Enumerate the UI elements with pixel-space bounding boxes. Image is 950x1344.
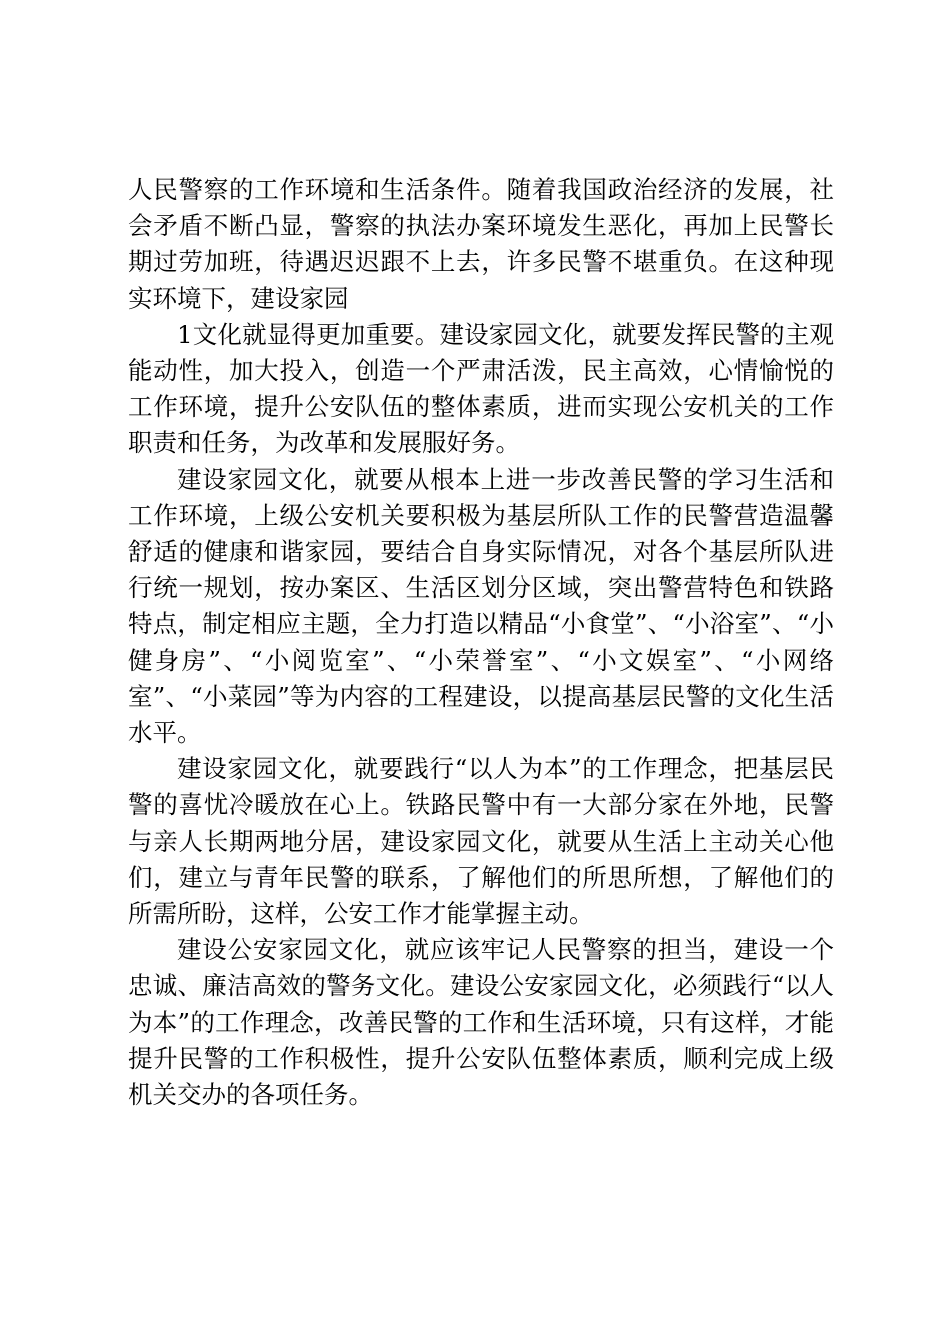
- paragraph-3: 建设家园文化，就要从根本上进一步改善民警的学习生活和工作环境，上级公安机关要积极为基层所队工作的民警营造温馨舒适的健康和谐家园，要结合自身实际情况，对各个基层所队进行统一规划，按办案区、生活区划分区域，突出警营特色和铁路特点，制定相应主题，全力打造以精品“小食堂”、“小浴室”、“小健身房”、“小阅览室”、“小荣誉室”、“小文娱室”、“小网络室”、“小菜园”等为内容的工程建设，以提高基层民警的文化生活水平。: [128, 464, 834, 748]
- paragraph-4: 建设家园文化，就要践行“以人为本”的工作理念，把基层民警的喜忧冷暖放在心上。铁路民警中有一大部分家在外地，民警与亲人长期两地分居，建设家园文化，就要从生活上主动关心他们，建立与青年民警的联系，了解他们的所思所想，了解他们的所需所盼，这样，公安工作才能掌握主动。: [128, 754, 834, 929]
- paragraph-1: 人民警察的工作环境和生活条件。随着我国政治经济的发展，社会矛盾不断凸显，警察的执法办案环境发生恶化，再加上民警长期过劳加班，待遇迟迟跟不上去，许多民警不堪重负。在这种现实环境下，建设家园: [128, 175, 834, 313]
- paragraph-2: 1文化就显得更加重要。建设家园文化，就要发挥民警的主观能动性，加大投入，创造一个严肃活泼，民主高效，心情愉悦的工作环境，提升公安队伍的整体素质，进而实现公安机关的工作职责和任务，为改革和发展服好务。: [128, 319, 834, 458]
- paragraph-5: 建设公安家园文化，就应该牢记人民警察的担当，建设一个忠诚、廉洁高效的警务文化。建设公安家园文化，必须践行“以人为本”的工作理念，改善民警的工作和生活环境，只有这样，才能提升民警的工作积极性，提升公安队伍整体素质，顺利完成上级机关交办的各项任务。: [128, 935, 834, 1110]
- body-text: [128, 172, 834, 1113]
